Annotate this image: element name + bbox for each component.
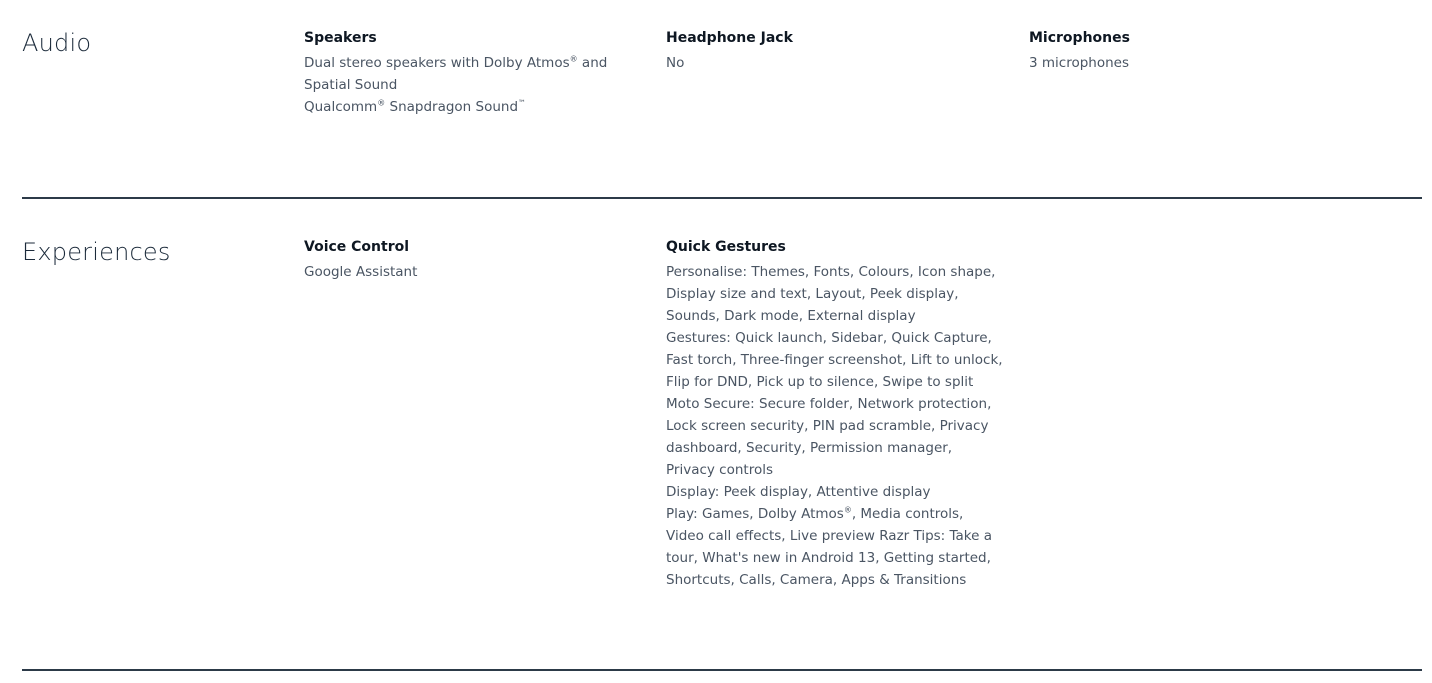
experiences-section-title: Experiences bbox=[22, 238, 171, 266]
audio-section-title: Audio bbox=[22, 29, 92, 57]
section-divider-audio bbox=[22, 197, 1422, 199]
voice-control-spec bbox=[304, 237, 649, 283]
quick-gestures-spec bbox=[666, 237, 1026, 591]
microphones-value: 3 microphones bbox=[1029, 55, 1129, 71]
headphone-jack-value: No bbox=[666, 55, 685, 71]
speakers-value: Dual stereo speakers with Dolby Atmos® and Spatial Sound Qualcomm® Snapdragon Sound™ bbox=[304, 54, 608, 115]
speakers-label: Speakers bbox=[304, 30, 377, 46]
quick-gestures-label: Quick Gestures bbox=[666, 239, 786, 255]
voice-control-label: Voice Control bbox=[304, 239, 410, 255]
section-divider-experiences bbox=[22, 669, 1422, 671]
speakers-spec bbox=[304, 28, 649, 118]
experiences-section bbox=[22, 200, 1422, 665]
microphones-label: Microphones bbox=[1029, 30, 1130, 46]
microphones-spec bbox=[1029, 28, 1374, 74]
headphone-jack-label: Headphone Jack bbox=[666, 30, 793, 46]
voice-control-value: Google Assistant bbox=[304, 264, 418, 280]
headphone-jack-spec bbox=[666, 28, 1011, 74]
audio-section bbox=[22, 0, 1422, 190]
quick-gestures-value: Personalise: Themes, Fonts, Colours, Icon shape, Display size and text, Layout, Peek display, Sounds, Dark mode, External display Gestures: Quick launch, Sidebar, Quick Capture, Fast torch, Three-finger screenshot, Lift to unlock, Flip for DND, Pick up to silence, Swipe to split Moto Secure: Secure folder, Network protection, Lock screen security, PIN pad scramble, Privacy dashboard, Security, Permission manager, Privacy controls Display: Peek display, Attentive display Play: Games, Dolby Atmos®, Media controls, Video call effects, Live preview Razr Tips: Take a tour, What's new in Android 13, Getting started, Shortcuts, Calls, Camera, Apps & Transitions bbox=[666, 264, 1003, 588]
